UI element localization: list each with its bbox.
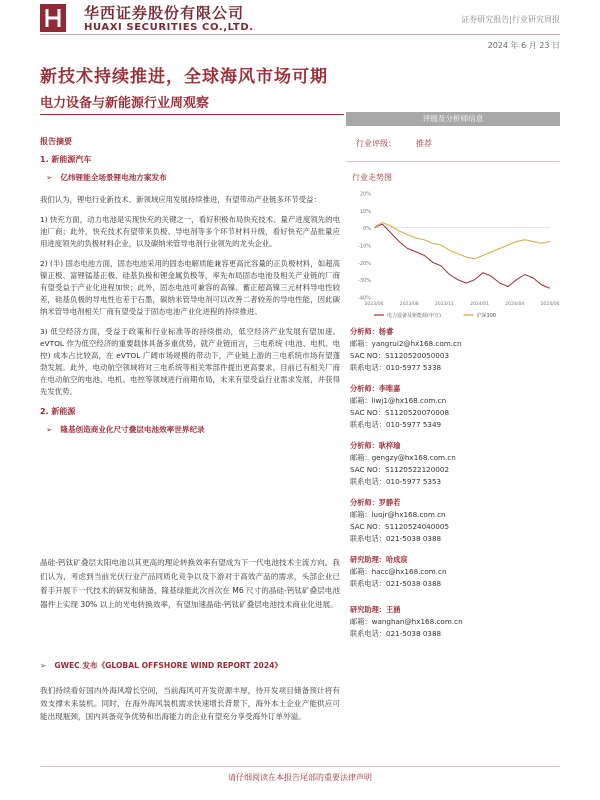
x-tick-label: 2023/08 xyxy=(399,302,419,307)
analyst-card xyxy=(350,497,560,545)
y-tick-label: 0% xyxy=(363,226,371,233)
x-tick-label: 2023/11 xyxy=(434,302,454,307)
analyst-card xyxy=(350,554,560,590)
paragraph: 我们持续看好国内外海风增长空间，当前海风可开发资源丰厚，待开发项目储备预计将有效支撑未来装机。同时，在海外海风装机需求快速增长背景下，海外本土企业产能供应可能出现瓶颈，国内具备竞争优势和出海能力的企业有望充分享受海外订单外溢。 xyxy=(40,685,340,721)
analyst-phone: 联系电话：010-5977 5349 xyxy=(350,420,442,429)
analyst-phone: 联系电话：010-5977 5338 xyxy=(350,363,442,372)
chevron-right-icon: ➢ xyxy=(46,173,53,182)
analyst-role: 分析师：罗静若 xyxy=(350,498,401,507)
analyst-role: 研究助理：哈成宸 xyxy=(350,555,408,564)
y-tick-label: -40% xyxy=(358,295,371,302)
legend-label: 沪深300 xyxy=(476,313,496,319)
legend-label: 电力设备及新能源(申万) xyxy=(387,313,441,319)
section-heading-new-energy: 2. 新能源 xyxy=(40,407,76,416)
paragraph: 2) (半) 固态电池方面，固态电池采用的固态电解质能兼容更高比容量的正负极材料，如超高镍正极、富锂锰基正极、硅基负极和锂金属负极等，率先布局固态电池及相关产业链的厂商有望受益于产业化进程加快；此外，固态电池可兼容的高镍、蓄正超高镍三元材料导电性较差，硅基负极的导电性也差于石墨，碳纳米管导电剂可以改善二者较差的导电性能，因此碳纳米管导电剂相关厂商有望受益于固态电池产业化进程的持续推进。 xyxy=(40,259,340,316)
rating-panel xyxy=(346,112,560,341)
analyst-card xyxy=(350,604,560,640)
industry-rating xyxy=(356,138,560,149)
analyst-role: 分析师：耿梓瑜 xyxy=(350,441,401,450)
paragraph: 1) 快充方面，动力电池是实现快充的关键之一，看好积极布局快充技术、量产进度领先的电池厂商；此外，快充技术有望带来负极、导电剂等多个环节材料升级，看好快充产品批量应用进度领先的负极材料企业，以及碳纳米管导电剂行业领先的龙头企业。 xyxy=(40,215,340,248)
report-type: 证券研究报告|行业研究周报 xyxy=(461,15,560,24)
bullet-heading xyxy=(46,172,340,184)
trend-chart-label: 行业走势图 xyxy=(352,173,392,182)
analyst-email[interactable]: 邮箱：yangrui2@hx168.com.cn xyxy=(350,339,462,348)
analyst-phone: 联系电话：010-5977 5353 xyxy=(350,477,442,486)
report-body xyxy=(40,136,340,446)
company-name-cn: 华西证券股份有限公司 xyxy=(84,4,245,22)
report-subtitle: 电力设备与新能源行业周观察 xyxy=(40,96,210,111)
paragraph: 我们认为，锂电行业新技术、新领域应用发展持续推进，有望带动产业链多环节受益： xyxy=(40,195,321,204)
y-tick-label: -10% xyxy=(358,243,371,250)
bullet-heading xyxy=(40,660,282,671)
analyst-card xyxy=(350,383,560,431)
analyst-email[interactable]: 邮箱：wanghan@hx168.com.cn xyxy=(350,617,463,626)
panel-divider xyxy=(346,161,560,162)
industry-trend-chart xyxy=(346,187,560,337)
bullet-heading-text: 亿纬锂能全场景锂电池方案发布 xyxy=(60,173,167,182)
huaxi-logo-icon xyxy=(40,4,66,32)
analyst-role: 研究助理：王涵 xyxy=(350,605,401,614)
section-heading-ev: 1. 新能源汽车 xyxy=(40,155,92,164)
series-line-0 xyxy=(374,224,550,288)
analyst-card xyxy=(350,440,560,488)
bullet-heading-text: GWEC 发布《GLOBAL OFFSHORE WIND REPORT 2024》 xyxy=(54,661,282,670)
analyst-email[interactable]: 邮箱：hacc@hx168.com.cn xyxy=(350,567,447,576)
analyst-role: 分析师：李唯嘉 xyxy=(350,384,401,393)
chevron-right-icon: ➢ xyxy=(40,661,47,670)
x-tick-label: 2024/06 xyxy=(540,302,560,307)
paragraph: 晶硅-钙钛矿叠层太阳电池以其更高的理论转换效率有望成为下一代电池技术主流方向。我们认为，考虑到当前光伏行业产品同质化竞争以及下游对于高效产品的需求，头部企业已着手开展下一代技术的研发和储备，隆基绿能此次首次在 M6 尺寸的晶硅-钙钛矿叠层电池器件上实现 30% 以上的光电转换效率，有望加速晶硅-钙钛矿叠层电池技术商业化进展。 xyxy=(40,557,340,609)
analyst-card xyxy=(350,326,560,374)
analyst-email[interactable]: 邮箱：gengzy@hx168.com.cn xyxy=(350,453,456,462)
analyst-sac: SAC NO：S1120520070008 xyxy=(350,408,450,417)
title-divider xyxy=(40,114,344,115)
analyst-role: 分析师：杨睿 xyxy=(350,327,394,336)
analyst-phone: 联系电话：021-5038 0388 xyxy=(350,629,442,638)
y-tick-label: -30% xyxy=(358,278,371,285)
header-divider xyxy=(40,34,560,35)
rating-label: 行业评级： xyxy=(356,139,396,148)
chevron-right-icon: ➢ xyxy=(46,425,53,434)
y-tick-label: 10% xyxy=(359,208,371,215)
y-tick-label: 20% xyxy=(359,191,371,198)
legal-notice: 请仔细阅读在本报告尾部的重要法律声明 xyxy=(228,773,372,782)
analyst-sac: SAC NO：S1120524040005 xyxy=(350,522,450,531)
report-title: 新技术持续推进，全球海风市场可期 xyxy=(40,67,328,87)
rating-panel-header: 评级及分析师信息 xyxy=(346,112,560,126)
report-date: 2024 年 6 月 23 日 xyxy=(487,41,560,50)
rating-value: 推荐 xyxy=(416,139,432,148)
analyst-sac: SAC NO：S1120522120002 xyxy=(350,465,450,474)
abstract-label: 报告摘要 xyxy=(40,137,72,146)
analyst-sac: SAC NO：S1120520050003 xyxy=(350,351,450,360)
x-tick-label: 2024/04 xyxy=(505,302,525,307)
analyst-email[interactable]: 邮箱：luojr@hx168.com.cn xyxy=(350,510,446,519)
bullet-heading-text: 隆基创造商业化尺寸叠层电池效率世界纪录 xyxy=(60,425,205,434)
analyst-email[interactable]: 邮箱：liwj1@hx168.com.cn xyxy=(350,396,447,405)
series-line-1 xyxy=(374,223,550,259)
x-tick-label: 2023/06 xyxy=(364,302,384,307)
paragraph: 3) 低空经济方面，受益于政策和行业标准等的持续推动，低空经济产业发展有望加速。eVTOL 作为低空经济的重要载体具备多重优势，就产业链而言，三电系统 (电池、电机、电控) 成本占比较高，在 eVTOL 广阔市场规模的带动下，产业链上游的三电系统市场有望蓬勃发展。此外，电动航空领域将对三电系统等相关零部件提出更高要求，目前已有相关厂商在电动航空的电池、电机、电控等领域进行前期布局，未来有望受益行业需求发展，并获得先发优势。 xyxy=(40,327,340,396)
x-tick-label: 2024/01 xyxy=(470,302,490,307)
bullet-heading xyxy=(46,424,340,436)
analyst-phone: 联系电话：021-5038 0388 xyxy=(350,579,442,588)
analyst-phone: 联系电话：021-5038 0388 xyxy=(350,534,442,543)
company-name-en: HUAXI SECURITIES CO.,LTD. xyxy=(84,22,254,33)
footer-divider xyxy=(40,766,560,767)
y-tick-label: -20% xyxy=(358,260,371,267)
